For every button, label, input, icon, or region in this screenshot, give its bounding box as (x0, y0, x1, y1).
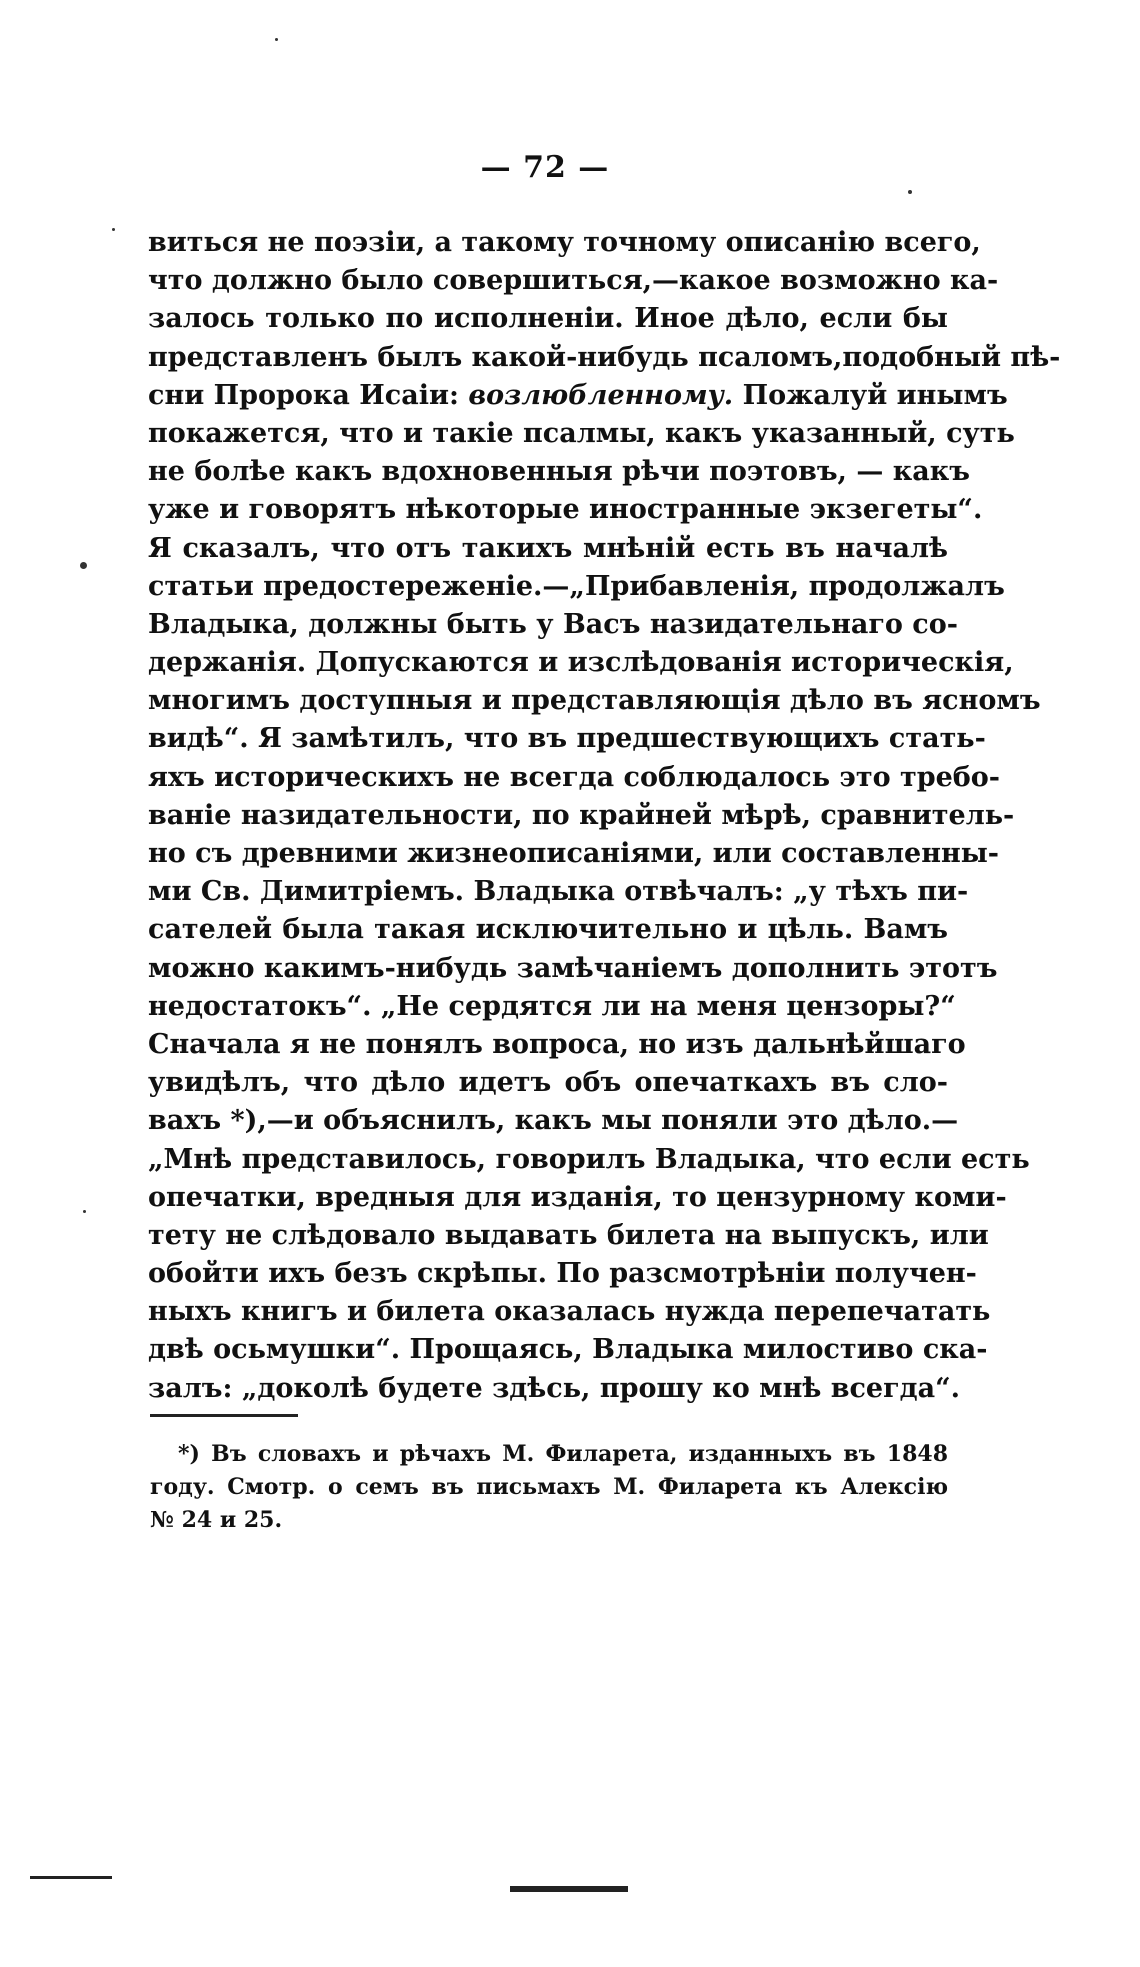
text-line: что должно было совершиться,—какое возможно ка- (148, 265, 999, 297)
speck (83, 1210, 86, 1213)
text-segment: Пожалуй инымъ (742, 379, 1008, 411)
text-line: залъ: „доколѣ будете здѣсь, прошу ко мнѣ всегда“. (148, 1372, 961, 1404)
text-line: представленъ былъ какой-нибудь псаломъ,подобный пѣ- (148, 341, 1061, 373)
footnote-line: № 24 и 25. (150, 1507, 283, 1533)
speck (80, 562, 87, 569)
text-line: „Мнѣ представилось, говорилъ Владыка, что если есть (148, 1143, 1030, 1175)
text-line: Я сказалъ, что отъ такихъ мнѣній есть въ началѣ (148, 532, 948, 564)
footnote-line: *) Въ словахъ и рѣчахъ М. Филарета, изданныхъ въ 1848 (178, 1441, 948, 1467)
text-line: Сначала я не понялъ вопроса, но изъ дальнѣйшаго (148, 1028, 966, 1060)
footnote (150, 1438, 948, 1537)
page-number: — 72 — (480, 150, 610, 185)
body-text (148, 224, 1061, 1408)
text-line: Владыка, должны быть у Васъ назидательнаго со- (148, 608, 958, 640)
bottom-rule-mark (510, 1886, 628, 1892)
margin-rule-mark (30, 1876, 112, 1879)
speck (275, 38, 278, 41)
text-line (148, 377, 1008, 415)
text-line: обойти ихъ безъ скрѣпы. По разсмотрѣніи получен- (148, 1258, 977, 1290)
text-line: увидѣлъ, что дѣло идетъ объ опечаткахъ въ сло- (148, 1067, 948, 1099)
text-line: ми Св. Димитріемъ. Владыка отвѣчалъ: „у тѣхъ пи- (148, 876, 969, 908)
text-line: опечатки, вредныя для изданія, то цензурному коми- (148, 1181, 1007, 1213)
text-line: видѣ“. Я замѣтилъ, что въ предшествующихъ стать- (148, 723, 986, 755)
speck (908, 190, 912, 194)
text-line: залось только по исполненіи. Иное дѣло, если бы (148, 303, 948, 335)
text-line: яхъ историческихъ не всегда соблюдалось это требо- (148, 761, 1001, 793)
text-line: виться не поэзіи, а такому точному описанію всего, (148, 227, 981, 258)
text-line: ваніе назидательности, по крайней мѣрѣ, сравнитель- (148, 799, 1015, 831)
text-line: многимъ доступныя и представляющія дѣло въ ясномъ (148, 685, 1041, 717)
text-line: двѣ осьмушки“. Прощаясь, Владыка милостиво ска- (148, 1334, 988, 1366)
text-line: ныхъ книгъ и билета оказалась нужда перепечатать (148, 1296, 991, 1328)
footnote-divider (150, 1414, 298, 1417)
text-line: тету не слѣдовало выдавать билета на выпускъ, или (148, 1219, 989, 1251)
text-line: сателей была такая исключительно и цѣль. Вамъ (148, 914, 948, 946)
text-line: держанія. Допускаются и изслѣдованія историческія, (148, 647, 1014, 679)
text-line: недостатокъ“. „Не сердятся ли на меня цензоры?“ (148, 990, 956, 1022)
text-line: уже и говорятъ нѣкоторые иностранные экзегеты“. (148, 494, 983, 526)
text-line: можно какимъ-нибудь замѣчаніемъ дополнить этотъ (148, 952, 998, 984)
italic-word: возлюбленному. (468, 379, 734, 411)
text-line: не болѣе какъ вдохновенныя рѣчи поэтовъ, — какъ (148, 456, 970, 488)
text-line: но съ древними жизнеописаніями, или составленны- (148, 838, 1000, 869)
speck (112, 228, 115, 231)
text-line: вахъ *),—и объяснилъ, какъ мы поняли это дѣло.— (148, 1105, 959, 1137)
text-line: покажется, что и такіе псалмы, какъ указанный, суть (148, 417, 1015, 449)
text-line: статьи предостереженіе.—„Прибавленія, продолжалъ (148, 570, 1005, 602)
footnote-line: году. Смотр. о семъ въ письмахъ М. Филарета къ Алексію (150, 1474, 948, 1500)
text-segment: сни Пророка Исаіи: (148, 379, 459, 411)
